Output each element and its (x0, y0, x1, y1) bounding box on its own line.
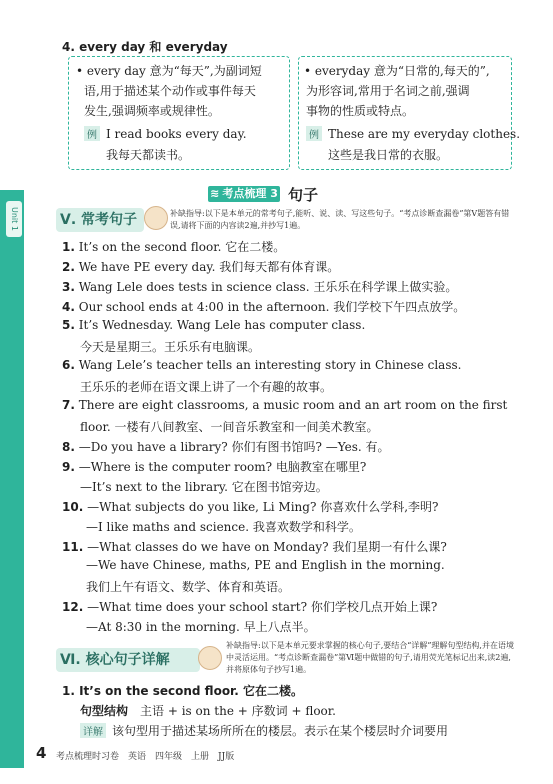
detail-label: 详解 (80, 723, 106, 738)
list-item-answer: —I like maths and science. 我喜欢数学和科学。 (86, 520, 361, 534)
detail-text: 该句型用于描述某场所所在的楼层。表示在某个楼层时介词要用 (112, 724, 449, 738)
list-item: 8. —Do you have a library? 你们有图书馆吗? —Yes. 有。 (62, 440, 390, 454)
section-5-tag: Ⅴ. 常考句子 (56, 208, 144, 232)
list-item-translation: 王乐乐的老师在语文课上讲了一个有趣的故事。 (80, 380, 333, 394)
kid-mascot-icon (198, 646, 222, 670)
list-item: 9. —Where is the computer room? 电脑教室在哪里? (62, 460, 367, 474)
section-6-note: 补缺指导:以下是本单元要求掌握的核心句子,要结合“详解”理解句型结构,并在语境中灵活运用。“考点诊断查漏卷”第Ⅵ题中做错的句子,请用荧光笔标记出来,读2遍,并将原体句子抄写1遍。 (226, 641, 514, 674)
example-label: 例 (306, 126, 322, 141)
list-item: 5. It’s Wednesday. Wang Lele has computer class. (62, 318, 366, 332)
banner-label: 考点梳理 3 (222, 187, 278, 200)
banner-title: 句子 (288, 186, 319, 204)
list-item: 3. Wang Lele does tests in science class. 王乐乐在科学课上做实验。 (62, 280, 458, 294)
left-example (84, 126, 247, 141)
right-example-en: These are my everyday clothes. (328, 127, 521, 141)
list-item-answer: —At 8:30 in the morning. 早上八点半。 (86, 620, 316, 634)
right-example-cn: 这些是我日常的衣服。 (328, 148, 449, 162)
right-example (306, 126, 520, 141)
list-item-translation: 我们上午有语文、数学、体育和英语。 (86, 580, 291, 594)
core-sentence-title: 1. It’s on the second floor. 它在二楼。 (62, 684, 304, 698)
kid-mascot-icon (144, 206, 168, 230)
left-example-en: I read books every day. (106, 127, 247, 141)
list-item: 1. It’s on the second floor. 它在二楼。 (62, 240, 286, 254)
left-example-cn: 我每天都读书。 (106, 148, 191, 162)
left-line-3: 发生,强调频率或规律性。 (84, 104, 220, 118)
unit-sidebar (0, 190, 24, 768)
pattern-text: 主语 + is on the + 序数词 + floor. (140, 704, 336, 718)
right-line-1: • everyday 意为“日常的,每天的”, (304, 64, 490, 78)
left-line-2: 语,用于描述某个动作或事件每天 (84, 84, 256, 98)
right-line-3: 事物的性质或特点。 (306, 104, 415, 118)
right-line-2: 为形容词,常用于名词之前,强调 (306, 84, 470, 98)
list-item: 6. Wang Lele’s teacher tells an interesting story in Chinese class. (62, 358, 462, 372)
footer-text: 考点梳理时习卷 英语 四年级 上册 JJ版 (56, 752, 235, 762)
list-item: 10. —What subjects do you like, Li Ming? 你喜欢什么学科,李明? (62, 500, 439, 514)
list-item-answer: —We have Chinese, maths, PE and English in the morning. (86, 558, 445, 572)
pattern-label: 句型结构 (80, 704, 129, 718)
list-item: 2. We have PE every day. 我们每天都有体育课。 (62, 260, 340, 274)
section-banner (208, 186, 280, 202)
list-item-translation: 今天是星期三。王乐乐有电脑课。 (80, 340, 261, 354)
list-item: 4. Our school ends at 4:00 in the afternoon. 我们学校下午四点放学。 (62, 300, 466, 314)
pattern-line (80, 702, 336, 719)
detail-line (80, 722, 448, 739)
page-number: 4 (36, 744, 47, 762)
left-line-1: • every day 意为“每天”,为副词短 (76, 64, 262, 78)
unit-tab: Unit 1 (6, 201, 22, 237)
list-item: 12. —What time does your school start? 你们学校几点开始上课? (62, 600, 438, 614)
grammar-heading: 4. every day 和 everyday (62, 40, 228, 54)
list-item: 11. —What classes do we have on Monday? 我们星期一有什么课? (62, 540, 447, 554)
list-item-answer: —It’s next to the library. 它在图书馆旁边。 (80, 480, 328, 494)
list-item: 7. There are eight classrooms, a music room and an art room on the first (62, 398, 508, 412)
list-item-translation: floor. 一楼有八间教室、一间音乐教室和一间美术教室。 (80, 420, 379, 434)
section-6-tag: Ⅵ. 核心句子详解 (56, 648, 200, 672)
section-5-note: 补缺指导:以下是本单元的常考句子,能听、说、读、写这些句子。“考点诊断查漏卷”第Ⅴ题答有错误,请将下面的内容读2遍,并抄写1遍。 (170, 209, 510, 230)
example-label: 例 (84, 126, 100, 141)
waves-icon: ≋ (210, 187, 220, 200)
